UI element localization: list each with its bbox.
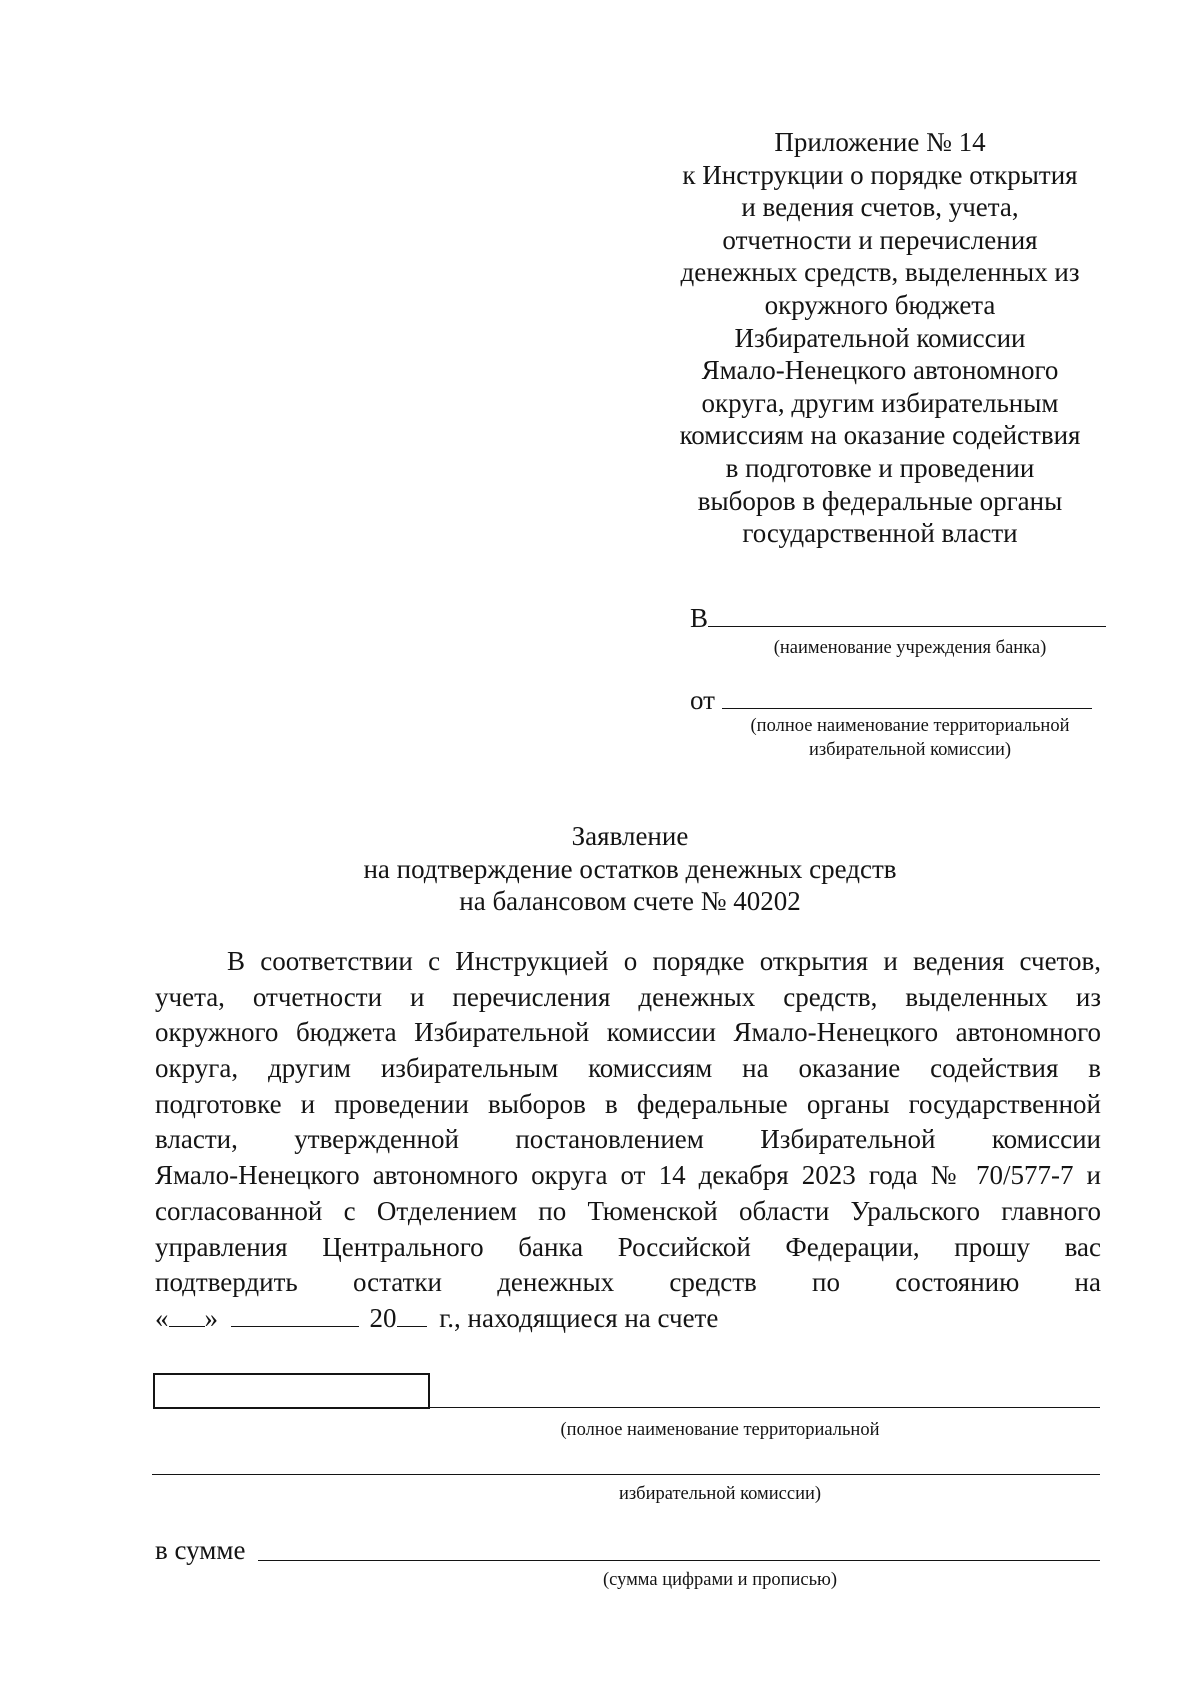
date-suffix: г., находящиеся на счете: [439, 1302, 719, 1333]
commission-name-blank[interactable]: [722, 684, 1092, 709]
date-year-blank[interactable]: [397, 1304, 427, 1327]
statement-title-block: [300, 820, 960, 918]
appendix-line: округа, другим избирательным: [701, 387, 1059, 418]
body-line: округа, другим избирательным комиссиям на оказание содействия в: [155, 1053, 1101, 1084]
appendix-line: Избирательной комиссии: [734, 322, 1026, 353]
appendix-line: отчетности и перечисления: [722, 224, 1038, 255]
body-line: Ямало-Ненецкого автономного округа от 14 декабря 2023 года № 70/577-7 и: [155, 1160, 1101, 1191]
bank-name-blank[interactable]: [708, 602, 1106, 627]
body-line: подтвердить остатки денежных средств по состоянию на: [155, 1267, 1101, 1298]
appendix-line: окружного бюджета: [764, 289, 996, 320]
sum-caption: (сумма цифрами и прописью): [602, 1570, 838, 1590]
form-commission-caption-line2: избирательной комиссии): [618, 1484, 822, 1504]
commission-name-underline-2[interactable]: [152, 1474, 1100, 1475]
commission-caption-line1: (полное наименование территориальной: [750, 716, 1070, 736]
date-open-quote: «: [155, 1302, 169, 1333]
date-close-quote: »: [204, 1302, 218, 1333]
body-line: подготовке и проведении выборов в федеральные органы государственной: [155, 1088, 1101, 1119]
bank-field-row: [690, 602, 1106, 633]
statement-body: [155, 944, 1101, 1337]
statement-subtitle-line2: на балансовом счете № 40202: [459, 886, 801, 917]
form-commission-caption-line1: (полное наименование территориальной: [560, 1420, 880, 1440]
date-day-blank[interactable]: [169, 1304, 205, 1327]
sum-underline[interactable]: [258, 1560, 1100, 1561]
commission-from-row: [690, 684, 1092, 715]
body-line: управления Центрального банка Российской Федерации, прошу вас: [155, 1231, 1101, 1262]
appendix-line: комиссиям на оказание содействия: [679, 420, 1081, 451]
appendix-line: государственной власти: [742, 518, 1018, 549]
appendix-line: денежных средств, выделенных из: [680, 257, 1080, 288]
from-label: от: [690, 685, 715, 715]
statement-subtitle-line1: на подтверждение остатков денежных средств: [363, 853, 897, 884]
date-year-prefix: 20: [369, 1302, 397, 1333]
body-line: согласованной с Отделением по Тюменской области Уральского главного: [155, 1195, 1101, 1226]
appendix-line: Приложение № 14: [774, 127, 986, 157]
appendix-line: в подготовке и проведении: [725, 452, 1035, 483]
date-line: [155, 1301, 1101, 1337]
body-line: окружного бюджета Избирательной комиссии Ямало-Ненецкого автономного: [155, 1017, 1101, 1048]
body-line: В соответствии с Инструкцией о порядке открытия и ведения счетов,: [227, 946, 1101, 976]
appendix-line: Ямало-Ненецкого автономного: [701, 355, 1059, 386]
appendix-header: [660, 126, 1100, 550]
sum-label: в сумме: [155, 1535, 246, 1565]
date-month-blank[interactable]: [231, 1304, 359, 1327]
account-number-box[interactable]: [153, 1373, 430, 1409]
commission-name-underline[interactable]: [430, 1407, 1100, 1408]
appendix-line: и ведения счетов, учета,: [741, 192, 1019, 223]
bank-label: В: [690, 603, 709, 633]
body-line: власти, утвержденной постановлением Избирательной комиссии: [155, 1124, 1101, 1155]
appendix-line: выборов в федеральные органы: [697, 485, 1063, 516]
appendix-line: к Инструкции о порядке открытия: [682, 159, 1078, 190]
bank-caption: (наименование учреждения банка): [773, 638, 1047, 658]
statement-title: Заявление: [571, 821, 689, 851]
commission-caption-line2: избирательной комиссии): [808, 740, 1012, 760]
body-line: учета, отчетности и перечисления денежных средств, выделенных из: [155, 981, 1101, 1012]
